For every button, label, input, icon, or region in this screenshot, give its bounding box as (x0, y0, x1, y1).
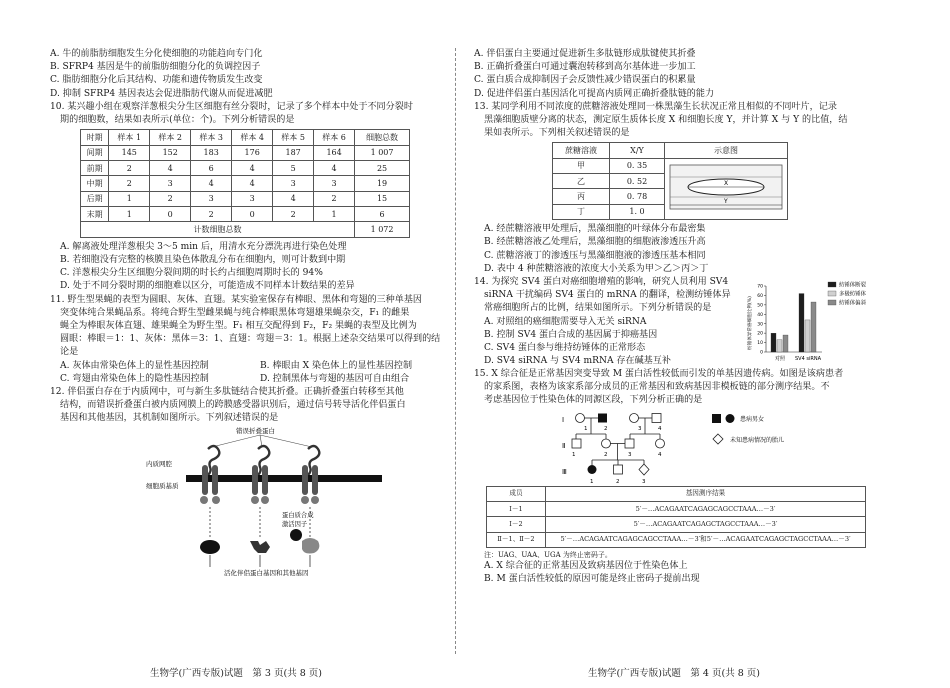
page-footer: 生物学(广西专版)试题 第 4 页(共 8 页) (588, 668, 760, 679)
table-cell: 145 (109, 145, 150, 160)
page-4-column (474, 48, 892, 587)
table-header-row (553, 143, 788, 158)
descent-line (592, 443, 644, 465)
q11-stem: 论是 (60, 347, 79, 358)
chart-y-tick-label: 10 (757, 341, 763, 347)
cytosol-label: 细胞质基质 (146, 482, 179, 491)
option-d: D. 控制黑体与弯翅的基因可自由组合 (260, 373, 410, 384)
q14-stem: 14. 为探究 SV4 蛋白对癌细胞增殖的影响，研究人员利用 SV4 (474, 277, 729, 288)
table-header-cell: X/Y (610, 143, 665, 158)
option-line: C. SV4 蛋白参与维持纺锤体的正常形态 (484, 342, 646, 353)
table-cell: 乙 (553, 174, 610, 189)
option-line: B. SFRP4 基因是牛的前脂肪细胞分化的负调控因子 (50, 62, 261, 73)
table-cell: 间期 (81, 145, 109, 160)
member-number: 1 (572, 451, 576, 458)
chart-legend-swatch (828, 282, 836, 287)
member-number: 4 (658, 425, 662, 432)
table-cell: Ⅰ－2 (487, 517, 546, 532)
table-cell: 3 (191, 191, 232, 206)
synthesis-activator-icon (290, 529, 302, 541)
spindle-bar-chart (746, 276, 892, 368)
table-row (487, 501, 866, 516)
active-factor-icon (302, 538, 319, 554)
female-affected-icon (588, 465, 597, 474)
option-line: A. X 综合征的正常基因及致病基因位于性染色体上 (484, 561, 688, 572)
table-cell: 后期 (81, 191, 109, 206)
table-cell: 2 (109, 176, 150, 191)
table-cell: 丙 (553, 189, 610, 204)
chart-y-axis-label: 纺锤体异常癌细胞比例(%) (748, 296, 753, 351)
chart-bar (783, 335, 788, 352)
table-cell: 前期 (81, 160, 109, 175)
table-total-label: 计数细胞总数 (81, 222, 355, 237)
q13-table (552, 142, 788, 220)
chart-legend-swatch (828, 291, 836, 296)
option-line: B. 经蔗糖溶液乙处理后，黑藻细胞的细胞液渗透压升高 (484, 237, 706, 248)
table-cell: 4 (314, 160, 355, 175)
table-cell: 3 (314, 176, 355, 191)
male-unaffected-icon (572, 439, 581, 448)
chart-y-tick-label: 50 (757, 303, 763, 309)
chart-y-tick-label: 20 (757, 331, 763, 337)
table-cell: 152 (150, 145, 191, 160)
member-number: 3 (628, 451, 632, 458)
unknown-fetus-icon (639, 464, 649, 475)
table-header-cell: 样本 3 (191, 130, 232, 145)
generation-label: Ⅰ (562, 415, 565, 424)
table-cell: 0 (150, 207, 191, 222)
female-unaffected-icon (602, 439, 611, 448)
table-cell: 5′－…ACAGAATCAGAGCAGCCTAAA…－3′和5′－…ACAGAATCAGAGCTAGCCTAAA…－3′ (546, 532, 866, 547)
option-line: A. 对照组的癌细胞需要导入无关 siRNA (484, 316, 647, 327)
active-factor-icon (250, 541, 270, 553)
q11-stem: 突变体纯合果蝇品系。将纯合野生型雌果蝇与纯合棒眼黑体弯翅雄果蝇杂交，F₁ 的雌果 (60, 307, 410, 318)
male-unaffected-icon (625, 439, 634, 448)
chart-y-tick-label: 70 (757, 284, 763, 290)
table-cell: 15 (355, 191, 410, 206)
tf-label: 激活因子 (282, 521, 308, 529)
option-a: A. 灰体由常染色体上的显性基因控制 (60, 360, 209, 371)
chart-bar (799, 294, 804, 352)
table-header-row (487, 486, 866, 501)
chart-y-tick-label: 60 (757, 294, 763, 300)
active-factor-icon (200, 540, 220, 554)
table-cell: 1 007 (355, 145, 410, 160)
table-header-cell: 样本 1 (109, 130, 150, 145)
member-number: 2 (604, 425, 608, 432)
table-cell: 0. 78 (610, 189, 665, 204)
option-line: C. 洋葱根尖分生区细胞分裂间期的时长约占细胞周期时长的 94% (60, 268, 323, 279)
x-label: X (724, 179, 729, 187)
option-line: C. 蛋白质合成抑制因子会反馈性减少错误蛋白的积累量 (474, 75, 696, 86)
pedigree-chart (474, 408, 892, 486)
table-cell: 19 (355, 176, 410, 191)
male-unaffected-icon (652, 413, 661, 422)
table-header-cell: 成员 (487, 486, 546, 501)
table-row (81, 191, 410, 206)
chaperone-diagram (50, 425, 468, 577)
table-total-row (81, 222, 410, 237)
table-cell: 5 (273, 160, 314, 175)
chart-legend-label: 纺锤体断裂 (839, 282, 866, 289)
option-line: D. 抑制 SFRP4 基因表达会促进脂肪代谢从而促进减肥 (50, 88, 273, 99)
option-b: B. 棒眼由 X 染色体上的显性基因控制 (260, 360, 413, 371)
member-number: 2 (604, 451, 608, 458)
gene-activation-label: 活化伴侣蛋白基因和其他基因 (224, 569, 309, 578)
member-number: 1 (584, 425, 588, 432)
q10-stem: 期的细胞数，结果如表所示(单位：个)。下列分析错误的是 (60, 114, 295, 125)
chart-bar (811, 302, 816, 352)
table-cell: 3 (150, 176, 191, 191)
table-header-cell: 样本 6 (314, 130, 355, 145)
legend-affected-label: 患病男女 (740, 415, 765, 423)
option-c: C. 弯翅由常染色体上的隐性基因控制 (60, 373, 209, 384)
option-line: B. 若细胞没有完整的核膜且染色体散乱分布在细胞内，则可计数到中期 (60, 255, 346, 266)
q14-block (474, 276, 892, 368)
option-line: D. 促进伴侣蛋白基因活化可提高内质网正确折叠肽链的能力 (474, 88, 715, 99)
chart-legend-swatch (828, 300, 836, 305)
table-header-cell: 示意图 (665, 143, 788, 158)
table-cell: 4 (273, 191, 314, 206)
table-cell: 5′－…ACAGAATCAGAGCTAGCCTAAA…－3′ (546, 517, 866, 532)
table-cell: 中期 (81, 176, 109, 191)
table-cell: Ⅱ－1、Ⅱ－2 (487, 532, 546, 547)
option-line: D. 处于不同分裂时期的细胞难以区分，可能造成不同样本计数结果的差异 (60, 281, 355, 292)
table-cell: 丁 (553, 204, 610, 219)
table-header-cell: 基因测序结果 (546, 486, 866, 501)
option-line: A. 牛的前脂肪细胞发生分化使细胞的功能趋向专门化 (50, 49, 263, 59)
table-header-cell: 细胞总数 (355, 130, 410, 145)
table-cell: 2 (191, 207, 232, 222)
label-pointer (260, 435, 312, 447)
member-number: 1 (590, 478, 594, 485)
label-pointer (212, 435, 260, 447)
member-number: 2 (616, 478, 620, 485)
option-line: A. 伴侣蛋白主要通过促进新生多肽链形成肽键使其折叠 (474, 49, 696, 59)
table-cell: 4 (232, 160, 273, 175)
table-header-cell: 样本 2 (150, 130, 191, 145)
chart-x-tick-label: SV4 siRNA (795, 356, 821, 363)
table-row (81, 207, 410, 222)
table-row (81, 176, 410, 191)
female-unaffected-icon (656, 439, 665, 448)
q15-stem: 的家系图，表格为该家系部分成员的正常基因和致病基因非模板链的部分测序结果。不 (484, 382, 830, 393)
option-row (50, 360, 468, 373)
chart-x-tick-label: 对照 (774, 356, 786, 363)
plasmolysis-diagram (666, 159, 786, 215)
female-unaffected-icon (630, 413, 639, 422)
pedigree-figure (474, 408, 892, 486)
member-number: 3 (642, 478, 646, 485)
option-line: A. 解离液处理洋葱根尖 3～5 min 后，用清水充分漂洗再进行染色处理 (60, 241, 347, 252)
chart-legend-label: 纺锤体偏斜 (839, 300, 866, 307)
table-cell: 25 (355, 160, 410, 175)
cell-diagram-cell (665, 158, 788, 220)
option-line: B. 控制 SV4 蛋白合成的基因属于抑癌基因 (484, 329, 658, 340)
table-note: 注：UAG、UAA、UGA 为终止密码子。 (484, 551, 612, 560)
table-cell: 1. 0 (610, 204, 665, 219)
chart-bar (777, 340, 782, 352)
page-3-column (50, 48, 468, 577)
table-cell: 1 (109, 207, 150, 222)
table-row (487, 532, 866, 547)
table-header-row (81, 130, 410, 145)
chart-bar (805, 320, 810, 352)
table-cell: 4 (232, 176, 273, 191)
option-line: B. M 蛋白活性较低的原因可能是终止密码子提前出现 (484, 574, 700, 585)
generation-label: Ⅱ (562, 441, 566, 450)
q15-stem: 15. X 综合征是正常基因突变导致 M 蛋白活性较低而引发的单基因遗传病。如图是该病患者 (474, 369, 844, 380)
chart-legend-label: 多极纺锤体 (839, 291, 866, 298)
chart-bar (771, 333, 776, 352)
option-line: D. 表中 4 种蔗糖溶液的浓度大小关系为甲＞乙＞丙＞丁 (484, 263, 709, 274)
table-header-cell: 时期 (81, 130, 109, 145)
table-cell: 3 (232, 191, 273, 206)
q13-stem: 13. 某同学利用不同浓度的蔗糖溶液处理同一株黑藻生长状况正常且相似的不同叶片，记录 (474, 101, 837, 112)
q13-stem: 果如表所示。下列相关叙述错误的是 (484, 128, 630, 139)
q11-stem: 圆眼：棒眼＝1：1、灰体：黑体＝3：1、直翅：弯翅＝3：1。根据上述杂交结果可以得到的结 (60, 334, 441, 345)
column-divider (455, 48, 456, 654)
table-cell: 甲 (553, 158, 610, 173)
q12-stem: 结构，而错误折叠蛋白被内质网膜上的跨膜感受器识别后，通过信号转导活化伴侣蛋白 (60, 400, 406, 411)
table-cell: 2 (314, 191, 355, 206)
table-cell: 5′－…ACAGAATCAGAGCAGCCTAAA…－3′ (546, 501, 866, 516)
table-cell: 183 (191, 145, 232, 160)
chaperone-mechanism-figure (50, 425, 468, 577)
tf-label: 蛋白质合成 (282, 512, 314, 520)
misfolded-label: 错误折叠蛋白 (236, 427, 275, 436)
table-row (81, 160, 410, 175)
table-cell: 0 (232, 207, 273, 222)
option-line: C. 脂肪细胞分化后其结构、功能和遗传物质发生改变 (50, 75, 263, 86)
table-cell: 0. 52 (610, 174, 665, 189)
table-header-cell: 样本 5 (273, 130, 314, 145)
q11-stem: 蝇全为棒眼灰体直翅、雄果蝇全为野生型。F₁ 相互交配得到 F₂，F₂ 果蝇的表型及比例为 (60, 320, 417, 331)
table-row (487, 517, 866, 532)
q12-stem: 基因和其他基因，其机制如图所示。下列叙述错误的是 (60, 413, 279, 424)
table-header-cell: 蔗糖溶液 (553, 143, 610, 158)
table-cell: 末期 (81, 207, 109, 222)
table-row (553, 158, 788, 173)
er-lumen-label: 内质网腔 (146, 460, 172, 469)
q14-stem: siRNA 干扰编码 SV4 蛋白的 mRNA 的翻译，检测纺锤体异 (484, 290, 731, 301)
option-line: A. 经蔗糖溶液甲处理后，黑藻细胞的叶绿体分布最密集 (484, 224, 706, 235)
table-header-cell: 样本 4 (232, 130, 273, 145)
table-cell: 3 (273, 176, 314, 191)
generation-label: Ⅲ (562, 467, 567, 476)
q14-stem: 常癌细胞所占的比例，结果如图所示。下列分析错误的是 (484, 303, 712, 314)
table-cell: 2 (109, 160, 150, 175)
page-footer: 生物学(广西专版)试题 第 3 页(共 8 页) (150, 668, 322, 679)
q15-stem: 考虑基因位于性染色体的同源区段，下列分析正确的是 (484, 395, 703, 406)
female-unaffected-icon (576, 413, 585, 422)
legend-female-affected-icon (726, 414, 735, 423)
table-cell: 2 (150, 191, 191, 206)
option-line: D. SV4 siRNA 与 SV4 mRNA 存在碱基互补 (484, 356, 671, 367)
table-cell: 187 (273, 145, 314, 160)
chart-y-tick-label: 30 (757, 322, 763, 328)
table-cell: 2 (273, 207, 314, 222)
legend-fetus-label: 未知患病情况的胎儿 (730, 436, 785, 444)
q12-stem: 12. 伴侣蛋白存在于内质网中，可与新生多肽链结合使其折叠。正确折叠蛋白转移至其他 (50, 386, 404, 397)
table-cell: 164 (314, 145, 355, 160)
table-cell: 1 (314, 207, 355, 222)
member-number: 3 (638, 425, 642, 432)
table-cell: 6 (191, 160, 232, 175)
table-cell: 4 (150, 160, 191, 175)
male-unaffected-icon (614, 465, 623, 474)
chart-y-tick-label: 40 (757, 312, 763, 318)
legend-fetus-icon (713, 434, 723, 444)
option-line: B. 正确折叠蛋白可通过囊泡转移到高尔基体进一步加工 (474, 62, 696, 73)
chart-y-tick-label: 0 (760, 350, 763, 356)
table-cell: 6 (355, 207, 410, 222)
table-total-value: 1 072 (355, 222, 410, 237)
table-cell: 0. 35 (610, 158, 665, 173)
option-row (50, 373, 468, 386)
table-cell: Ⅰ－1 (487, 501, 546, 516)
q11-stem: 11. 野生型果蝇的表型为圆眼、灰体、直翅。某实验室保存有棒眼、黑体和弯翅的三种单基因 (50, 294, 423, 305)
y-label: Y (724, 197, 728, 205)
legend-male-affected-icon (712, 414, 721, 423)
table-cell: 1 (109, 191, 150, 206)
table-cell: 4 (191, 176, 232, 191)
q10-stem: 10. 某兴趣小组在观察洋葱根尖分生区细胞有丝分裂时，记录了多个样本中处于不同分裂时 (50, 101, 413, 112)
table-row (81, 145, 410, 160)
table-cell: 176 (232, 145, 273, 160)
q13-stem: 黑藻细胞质壁分离的状态，测定原生质体长度 X 和细胞长度 Y，并计算 X 与 Y 的比值，结 (484, 114, 848, 125)
q10-table (80, 129, 410, 238)
q15-sequence-table (486, 486, 866, 549)
male-affected-icon (598, 413, 607, 422)
member-number: 4 (658, 451, 662, 458)
option-line: C. 蔗糖溶液丁的渗透压与黑藻细胞液的渗透压基本相同 (484, 250, 706, 261)
